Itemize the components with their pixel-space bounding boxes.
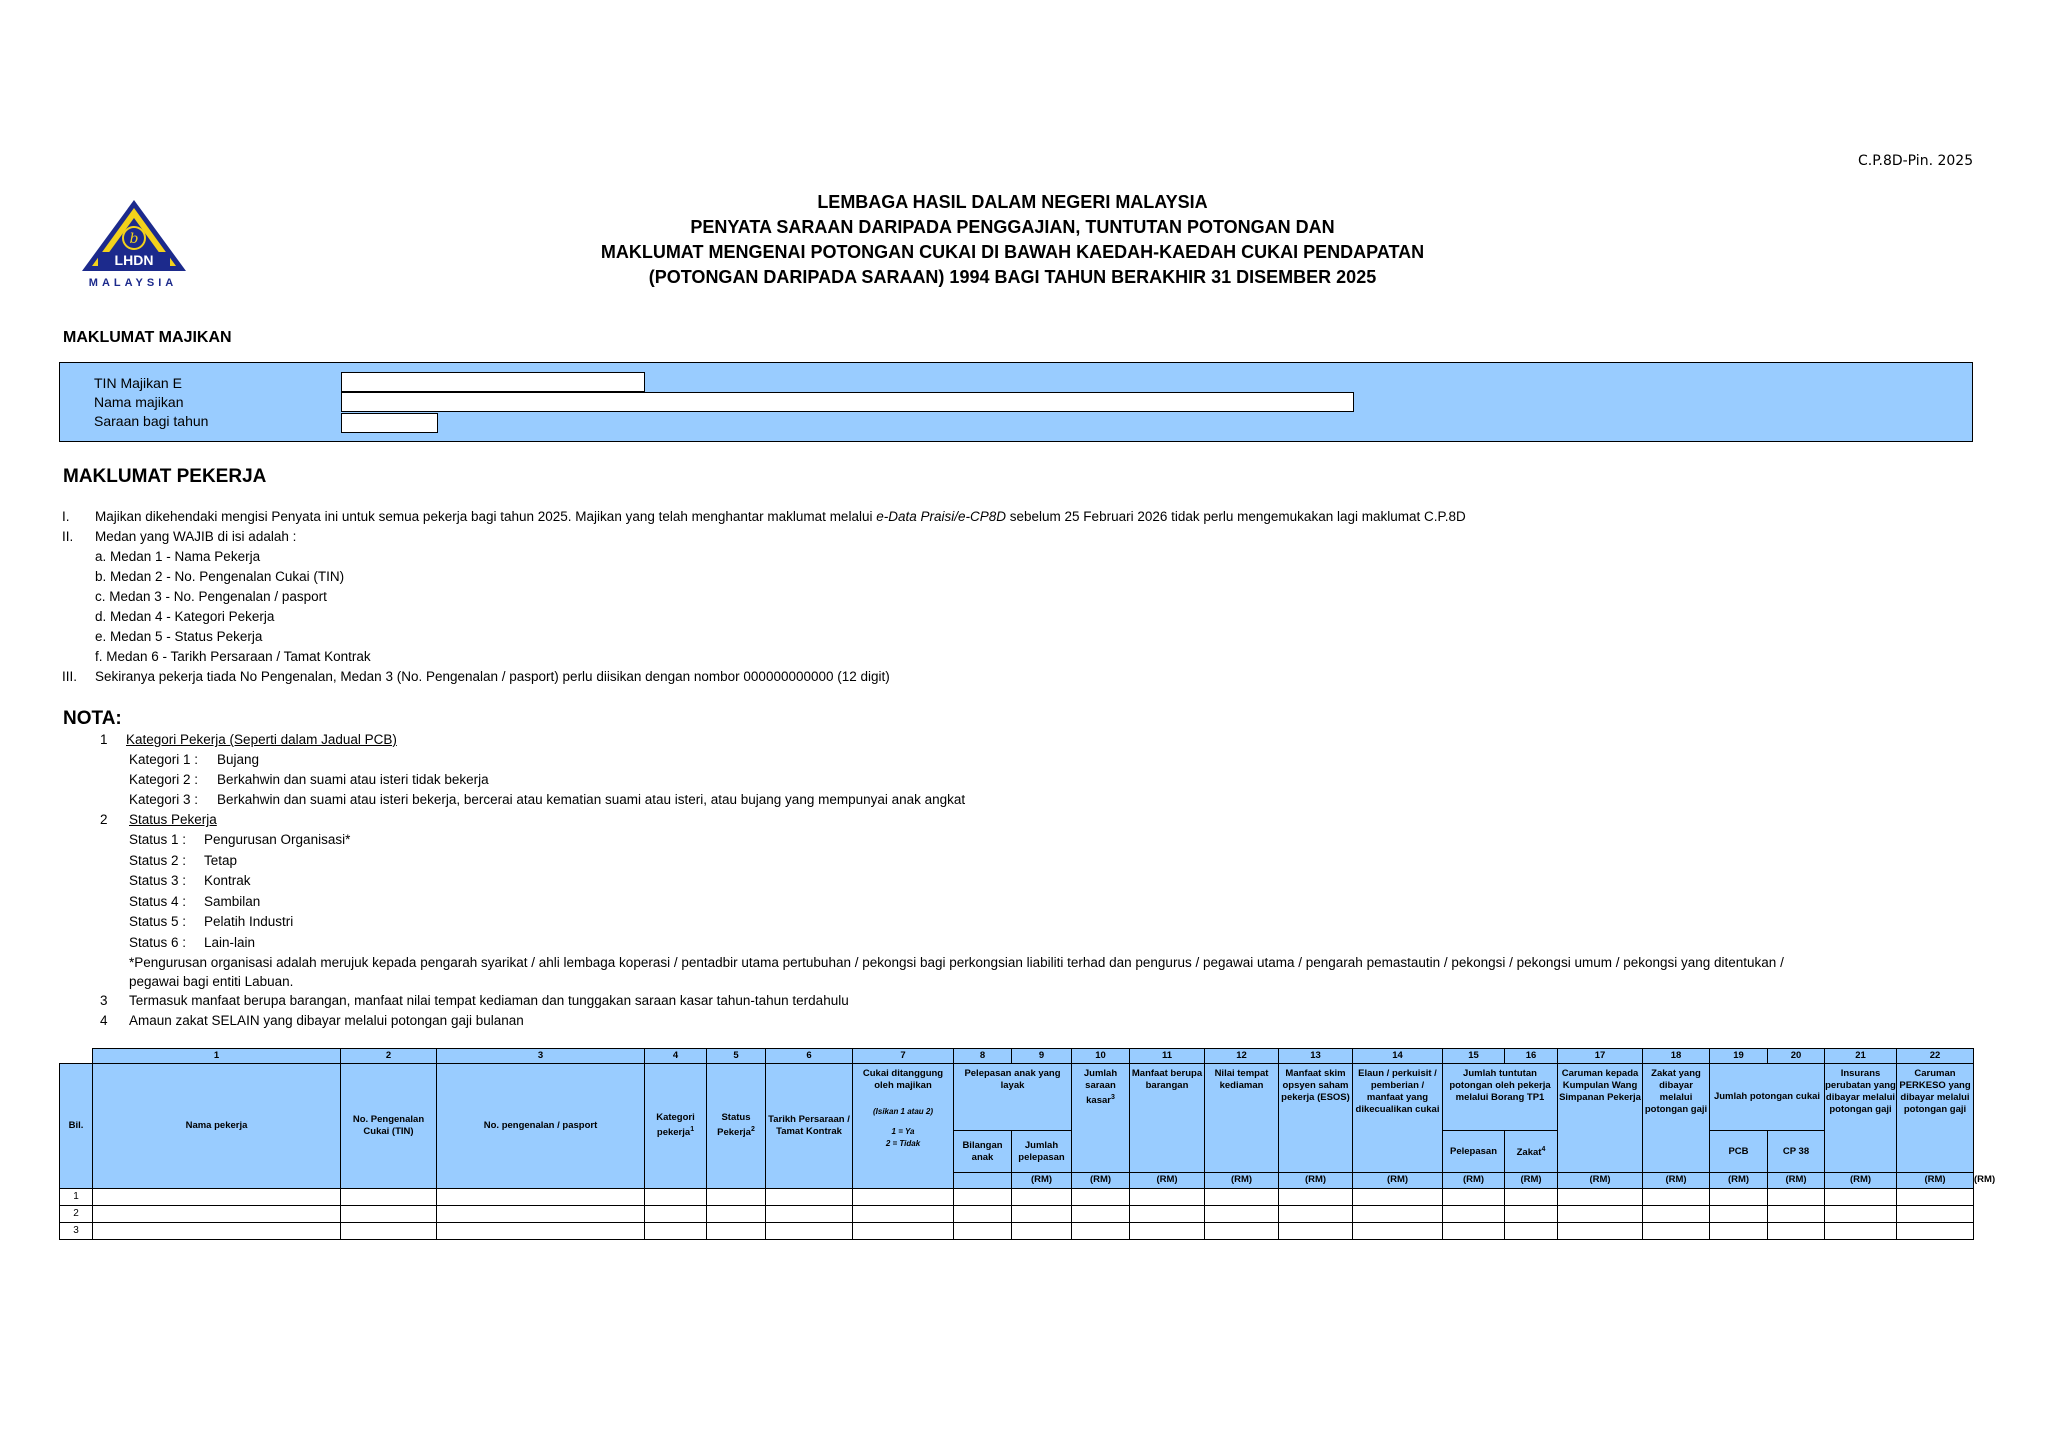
col-number: 1 (93, 1049, 341, 1064)
cell[interactable] (1643, 1189, 1710, 1206)
cell[interactable] (1643, 1223, 1710, 1240)
cell[interactable] (1443, 1206, 1505, 1223)
header-manfaat-barangan: Manfaat berupa barangan (1130, 1064, 1205, 1173)
unit-rm: (RM) (1353, 1173, 1443, 1189)
col-number: 3 (437, 1049, 645, 1064)
unit-rm: (RM) (1505, 1173, 1558, 1189)
cell[interactable] (1130, 1189, 1205, 1206)
header-tp1: Jumlah tuntutan potongan oleh pekerja melalui Borang TP1 (1443, 1064, 1558, 1131)
footnote: pegawai bagi entiti Labuan. (129, 974, 294, 989)
unit-rm: (RM) (1130, 1173, 1205, 1189)
cell[interactable] (1825, 1223, 1897, 1240)
cell[interactable] (1130, 1223, 1205, 1240)
cell[interactable] (645, 1206, 707, 1223)
list-item: Kategori 2 : Berkahwin dan suami atau isteri tidak bekerja (129, 772, 489, 787)
col-number: 14 (1353, 1049, 1443, 1064)
nota-3: Termasuk manfaat berupa barangan, manfaat nilai tempat kediaman dan tunggakan saraan kasar tahun-tahun terdahulu (129, 993, 849, 1008)
col-number: 18 (1643, 1049, 1710, 1064)
row-bil: 1 (60, 1189, 93, 1206)
table-row (60, 1189, 1974, 1206)
pekerja-heading: MAKLUMAT PEKERJA (63, 466, 267, 487)
cell[interactable] (1072, 1223, 1130, 1240)
cell[interactable] (954, 1189, 1012, 1206)
tin-field[interactable] (341, 372, 645, 392)
cell[interactable] (1768, 1189, 1825, 1206)
cell[interactable] (1353, 1223, 1443, 1240)
header-insurans: Insurans perubatan yang dibayar melalui potongan gaji (1825, 1064, 1897, 1173)
list-item: Status 1 : Pengurusan Organisasi* (129, 832, 351, 847)
cell[interactable] (766, 1189, 853, 1206)
list-item: Status 2 : Tetap (129, 852, 238, 868)
col-number: 9 (1012, 1049, 1072, 1064)
instr-num: II. (62, 529, 74, 544)
unit-rm: (RM) (1558, 1173, 1643, 1189)
cell[interactable] (954, 1223, 1012, 1240)
unit-rm: (RM) (1279, 1173, 1353, 1189)
nota-num: 2 (100, 812, 108, 827)
nota-num: 3 (100, 993, 108, 1008)
title-line: PENYATA SARAAN DARIPADA PENGGAJIAN, TUNTUTAN POTONGAN DAN (690, 217, 1335, 237)
cell[interactable] (853, 1189, 954, 1206)
cell[interactable] (645, 1223, 707, 1240)
header-cp38: CP 38 (1768, 1131, 1825, 1173)
cell[interactable] (437, 1189, 645, 1206)
list-item: e. Medan 5 - Status Pekerja (95, 629, 263, 644)
unit-rm: (RM) (1768, 1173, 1825, 1189)
unit-rm: (RM) (1012, 1173, 1072, 1189)
list-item: Status 3 : Kontrak (129, 873, 251, 888)
cell[interactable] (766, 1223, 853, 1240)
nota-num: 4 (100, 1013, 108, 1028)
title-line: LEMBAGA HASIL DALAM NEGERI MALAYSIA (817, 192, 1208, 212)
status-list (100, 830, 1950, 991)
header-esos: Manfaat skim opsyen saham pekerja (ESOS) (1279, 1064, 1353, 1173)
cell[interactable] (1205, 1223, 1279, 1240)
cell[interactable] (853, 1206, 954, 1223)
employee-table (59, 1048, 1996, 1240)
cell[interactable] (1825, 1206, 1897, 1223)
cell[interactable] (707, 1189, 766, 1206)
cell[interactable] (1012, 1189, 1072, 1206)
tin-label: TIN Majikan E (94, 375, 182, 391)
footnote: *Pengurusan organisasi adalah merujuk kepada pengarah syarikat / ahli lembaga koperasi / pentadbir utama pertubuhan / pekongsi bagi perkongsian liabiliti terhad dan pengurus / pegawai utama / pengarah pemastautin / pekongsi / pekongsi umum / pekongsi yang ditentukan / (129, 955, 1784, 970)
col-number: 16 (1505, 1049, 1558, 1064)
header-bilangan-anak: Bilangan anak (954, 1131, 1012, 1173)
cell[interactable] (1825, 1189, 1897, 1206)
unit-rm: (RM) (1710, 1173, 1768, 1189)
header-potongan-cukai: Jumlah potongan cukai (1710, 1064, 1825, 1131)
header-perkeso: Caruman PERKESO yang dibayar melalui potongan gaji (1897, 1064, 1974, 1173)
cell[interactable] (1558, 1223, 1643, 1240)
col-number: 17 (1558, 1049, 1643, 1064)
cell[interactable] (1205, 1189, 1279, 1206)
saraan-field[interactable] (341, 413, 438, 433)
pekerja-instructions (62, 507, 1962, 687)
form-code: C.P.8D-Pin. 2025 (1858, 153, 1974, 169)
header-pelepasan-anak: Pelepasan anak yang layak (954, 1064, 1072, 1131)
cell[interactable] (1897, 1223, 1974, 1240)
nama-field[interactable] (341, 392, 1354, 412)
cell[interactable] (1279, 1223, 1353, 1240)
header-tarikh: Tarikh Persaraan / Tamat Kontrak (766, 1064, 853, 1189)
status-title: Status Pekerja (129, 812, 217, 827)
cell[interactable] (1558, 1206, 1643, 1223)
row-bil: 2 (60, 1206, 93, 1223)
header-nama: Nama pekerja (93, 1064, 341, 1189)
cell[interactable] (1710, 1206, 1768, 1223)
cell[interactable] (1353, 1206, 1443, 1223)
unit-rm: (RM) (1072, 1173, 1130, 1189)
col-number: 10 (1072, 1049, 1130, 1064)
list-item: a. Medan 1 - Nama Pekerja (95, 549, 261, 564)
list-item: c. Medan 3 - No. Pengenalan / pasport (95, 589, 327, 604)
lhdn-logo (62, 196, 204, 291)
cell[interactable] (766, 1206, 853, 1223)
cell[interactable] (1072, 1206, 1130, 1223)
list-item: b. Medan 2 - No. Pengenalan Cukai (TIN) (95, 569, 345, 584)
unit-rm: (RM) (1443, 1173, 1505, 1189)
cell[interactable] (1130, 1206, 1205, 1223)
cell[interactable] (645, 1189, 707, 1206)
list-item: Kategori 1 : Bujang (129, 752, 260, 767)
instr-ii: Medan yang WAJIB di isi adalah : (95, 529, 297, 544)
cell[interactable] (1710, 1189, 1768, 1206)
title-line: (POTONGAN DARIPADA SARAAN) 1994 BAGI TAHUN BERAKHIR 31 DISEMBER 2025 (648, 267, 1377, 287)
cell[interactable] (341, 1206, 437, 1223)
header-elaun: Elaun / perkuisit / pemberian / manfaat yang dikecualikan cukai (1353, 1064, 1443, 1173)
saraan-label: Saraan bagi tahun (94, 413, 209, 429)
header-tin: No. Pengenalan Cukai (TIN) (341, 1064, 437, 1189)
cell[interactable] (1279, 1206, 1353, 1223)
col-number: 11 (1130, 1049, 1205, 1064)
unit-rm: (RM) (1897, 1173, 1974, 1189)
nama-label: Nama majikan (94, 394, 184, 410)
document-title (440, 190, 1585, 290)
instr-num: III. (62, 669, 78, 684)
list-item: Status 6 : Lain-lain (129, 934, 256, 950)
header-cukai-ditanggung: Cukai ditanggung oleh majikan (Isikan 1 atau 2) 1 = Ya 2 = Tidak (853, 1064, 954, 1189)
header-nilai-kediaman: Nilai tempat kediaman (1205, 1064, 1279, 1173)
cell[interactable] (93, 1189, 341, 1206)
cell[interactable] (1443, 1189, 1505, 1206)
list-item: Status 5 : Pelatih Industri (129, 914, 294, 929)
majikan-section (59, 362, 1973, 442)
cell[interactable] (1710, 1223, 1768, 1240)
cell[interactable] (93, 1223, 341, 1240)
col-number: 19 (1710, 1049, 1768, 1064)
header-unit-row: (RM) (RM) (RM) (RM) (RM) (RM) (RM) (RM) (RM) (RM) (RM) (RM) (RM) (RM) (RM) (60, 1173, 1974, 1189)
header-pasport: No. pengenalan / pasport (437, 1064, 645, 1189)
header-zakat-gaji: Zakat yang dibayar melalui potongan gaji (1643, 1064, 1710, 1173)
header-kategori: Kategori pekerja$^1$ (645, 1064, 707, 1189)
unit-rm: (RM) (1825, 1173, 1897, 1189)
list-item: d. Medan 4 - Kategori Pekerja (95, 609, 275, 624)
cell[interactable] (1643, 1206, 1710, 1223)
cell[interactable] (437, 1223, 645, 1240)
header-row-1 (60, 1064, 1974, 1131)
header-kwsp: Caruman kepada Kumpulan Wang Simpanan Pekerja (1558, 1064, 1643, 1173)
cell[interactable] (1205, 1206, 1279, 1223)
col-number: 7 (853, 1049, 954, 1064)
cell[interactable] (1279, 1189, 1353, 1206)
cell[interactable] (1505, 1189, 1558, 1206)
cell[interactable] (437, 1206, 645, 1223)
cell[interactable] (1768, 1223, 1825, 1240)
col-number: 2 (341, 1049, 437, 1064)
cell[interactable] (1012, 1223, 1072, 1240)
header-jumlah-saraan: Jumlah saraan kasar$^3$ (1072, 1064, 1130, 1173)
cell[interactable] (341, 1223, 437, 1240)
col-number: 21 (1825, 1049, 1897, 1064)
instr-num: I. (62, 509, 70, 524)
list-item: f. Medan 6 - Tarikh Persaraan / Tamat Kontrak (95, 649, 371, 664)
nota-section (100, 730, 1950, 1031)
list-item: Status 4 : Sambilan (129, 893, 261, 909)
header-pcb: PCB (1710, 1131, 1768, 1173)
unit-cell (954, 1173, 1012, 1189)
col-number: 20 (1768, 1049, 1825, 1064)
cell[interactable] (1897, 1189, 1974, 1206)
kategori-list (100, 750, 1950, 810)
column-number-row (60, 1049, 1974, 1064)
nota-4: Amaun zakat SELAIN yang dibayar melalui potongan gaji bulanan (129, 1013, 524, 1028)
col-number: 4 (645, 1049, 707, 1064)
header-pelepasan: Pelepasan (1443, 1131, 1505, 1173)
cell[interactable] (1505, 1206, 1558, 1223)
instr-i: Majikan dikehendaki mengisi Penyata ini untuk semua pekerja bagi tahun 2025. Majikan yang telah menghantar maklumat melalui e-Data Praisi/e-CP8D sebelum 25 Februari 2026 tidak perlu mengemukakan lagi maklumat C.P.8D (95, 509, 1466, 524)
header-jumlah-pelepasan: Jumlah pelepasan (1012, 1131, 1072, 1173)
col-number: 15 (1443, 1049, 1505, 1064)
header-status: Status Pekerja$^2$ (707, 1064, 766, 1189)
cell[interactable] (93, 1206, 341, 1223)
cell[interactable] (1012, 1206, 1072, 1223)
col-number: 6 (766, 1049, 853, 1064)
row-bil: 3 (60, 1223, 93, 1240)
nota-num: 1 (100, 732, 108, 747)
cell[interactable] (1505, 1223, 1558, 1240)
cell[interactable] (1558, 1189, 1643, 1206)
svg-text:b: b (129, 231, 139, 247)
cell[interactable] (341, 1189, 437, 1206)
col-number: 8 (954, 1049, 1012, 1064)
wajib-list (62, 547, 1962, 667)
corner-cell (60, 1049, 93, 1064)
instr-iii: Sekiranya pekerja tiada No Pengenalan, Medan 3 (No. Pengenalan / pasport) perlu diisikan dengan nombor 000000000000 (12 digit) (95, 669, 890, 684)
col-number: 12 (1205, 1049, 1279, 1064)
svg-text:LHDN: LHDN (114, 252, 154, 268)
col-number: 5 (707, 1049, 766, 1064)
kategori-title: Kategori Pekerja (Seperti dalam Jadual PCB) (126, 732, 397, 747)
header-bil: Bil. (60, 1064, 93, 1189)
table-row (60, 1223, 1974, 1240)
title-line: MAKLUMAT MENGENAI POTONGAN CUKAI DI BAWAH KAEDAH-KAEDAH CUKAI PENDAPATAN (600, 242, 1425, 262)
nota-heading: NOTA: (63, 708, 122, 729)
col-number: 22 (1897, 1049, 1974, 1064)
cell[interactable] (954, 1206, 1012, 1223)
cell[interactable] (1897, 1206, 1974, 1223)
cell[interactable] (707, 1206, 766, 1223)
cell[interactable] (853, 1223, 954, 1240)
majikan-heading: MAKLUMAT MAJIKAN (63, 329, 232, 346)
cell[interactable] (1353, 1189, 1443, 1206)
list-item: Kategori 3 : Berkahwin dan suami atau isteri bekerja, bercerai atau kematian suami atau isteri, atau bujang yang mempunyai anak angkat (129, 792, 966, 807)
col-number: 13 (1279, 1049, 1353, 1064)
table-row (60, 1206, 1974, 1223)
svg-text:MALAYSIA: MALAYSIA (88, 277, 178, 289)
cell[interactable] (707, 1223, 766, 1240)
header-zakat: Zakat$^4$ (1505, 1131, 1558, 1173)
cell[interactable] (1768, 1206, 1825, 1223)
unit-rm: (RM) (1643, 1173, 1710, 1189)
cell[interactable] (1443, 1223, 1505, 1240)
unit-rm: (RM) (1205, 1173, 1279, 1189)
cell[interactable] (1072, 1189, 1130, 1206)
